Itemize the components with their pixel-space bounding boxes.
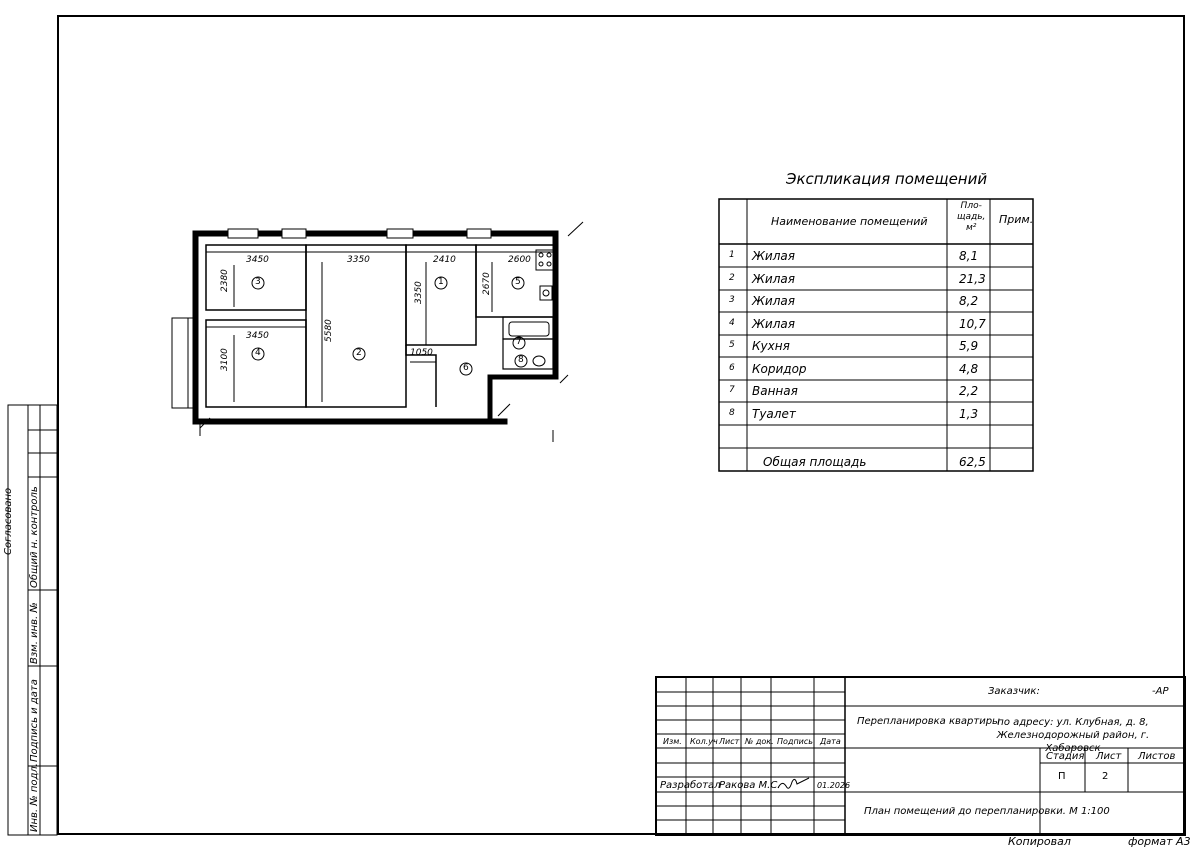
sheet-label: Лист [1096,751,1122,762]
sheet-value: 2 [1102,771,1109,782]
row-num: 6 [729,363,735,373]
room-number: 2 [356,348,362,358]
row-area: 8,2 [959,294,979,308]
room-number: 1 [438,277,444,287]
stage-value: П [1058,771,1066,782]
row-name: Кухня [752,339,790,353]
row-num: 8 [729,408,735,418]
row-area: 2,2 [959,384,979,398]
dim-label-vertical: 2670 [482,272,492,295]
col-header-izm: Изм. [663,737,682,746]
dim-label: 1050 [410,348,433,358]
row-name: Туалет [752,407,796,421]
row-name: Жилая [752,249,795,263]
col-header-ndoc: № док. [745,737,774,746]
row-area: 21,3 [959,272,986,286]
col-header-list: Лист [719,737,740,746]
row-name: Жилая [752,294,795,308]
developed-label: Разработал [660,780,721,791]
row-num: 5 [729,340,735,350]
stage-label: Стадия [1046,751,1085,762]
row-name: Жилая [752,317,795,331]
row-area: 5,9 [959,339,979,353]
room-number: 3 [255,277,261,287]
total-area: 62,5 [959,455,986,469]
customer-label: Заказчик: [988,686,1040,697]
table-header-note: Прим. [999,213,1034,226]
room-number: 6 [463,363,469,373]
sheets-label: Листов [1138,751,1176,762]
dim-label-vertical: 2380 [220,269,230,292]
row-area: 8,1 [959,249,979,263]
row-name: Жилая [752,272,795,286]
explication-title: Экспликация помещений [786,170,988,188]
dim-label: 3350 [347,255,370,265]
room-number: 4 [255,348,261,358]
dim-label-vertical: 3100 [220,348,230,371]
room-number: 5 [515,277,521,287]
footer-format: формат А3 [1128,835,1191,848]
drawing-title: План помещений до перепланировки. М 1:100 [864,806,1110,817]
col-header-koluch: Кол.уч [690,737,718,746]
side-inv-replace: Взм. инв. № [29,602,40,664]
project-address: по адресу: ул. Клубная, д. 8, Железнодорожный район, г. Хабаровск [996,717,1150,754]
col-header-signature: Подпись [777,737,813,746]
total-label: Общая площадь [763,455,867,469]
side-agreed: Согласовано [3,487,14,555]
row-num: 1 [729,250,735,260]
table-header-name: Наименование помещений [771,215,928,228]
footer-copied: Копировал [1008,835,1071,848]
row-num: 4 [729,318,735,328]
row-num: 7 [729,385,735,395]
table-header-area: Пло- щадь, м² [957,201,986,233]
dim-label: 3450 [246,331,269,341]
dim-label-vertical: 5580 [324,319,334,342]
side-signature-date: Подпись и дата [29,679,40,762]
dim-label: 2600 [508,255,531,265]
room-number: 8 [518,355,524,365]
dim-label-vertical: 3350 [414,281,424,304]
row-name: Ванная [752,384,798,398]
side-inv-original: Инв. № подл. [29,763,40,832]
doc-code: -АР [1152,686,1169,697]
row-num: 3 [729,295,735,305]
side-general-control: Общий н. контроль [29,486,40,588]
row-area: 1,3 [959,407,979,421]
dim-label: 2410 [433,255,456,265]
project-name: Перепланировка квартиры [857,716,1000,727]
row-num: 2 [729,273,735,283]
row-area: 4,8 [959,362,979,376]
dim-label: 3450 [246,255,269,265]
developer-name: Ракова М.С. [719,780,781,791]
date-value: 01.2026 [817,781,851,790]
row-area: 10,7 [959,317,986,331]
room-number: 7 [516,337,522,347]
row-name: Коридор [752,362,807,376]
col-header-date: Дата [820,737,841,746]
